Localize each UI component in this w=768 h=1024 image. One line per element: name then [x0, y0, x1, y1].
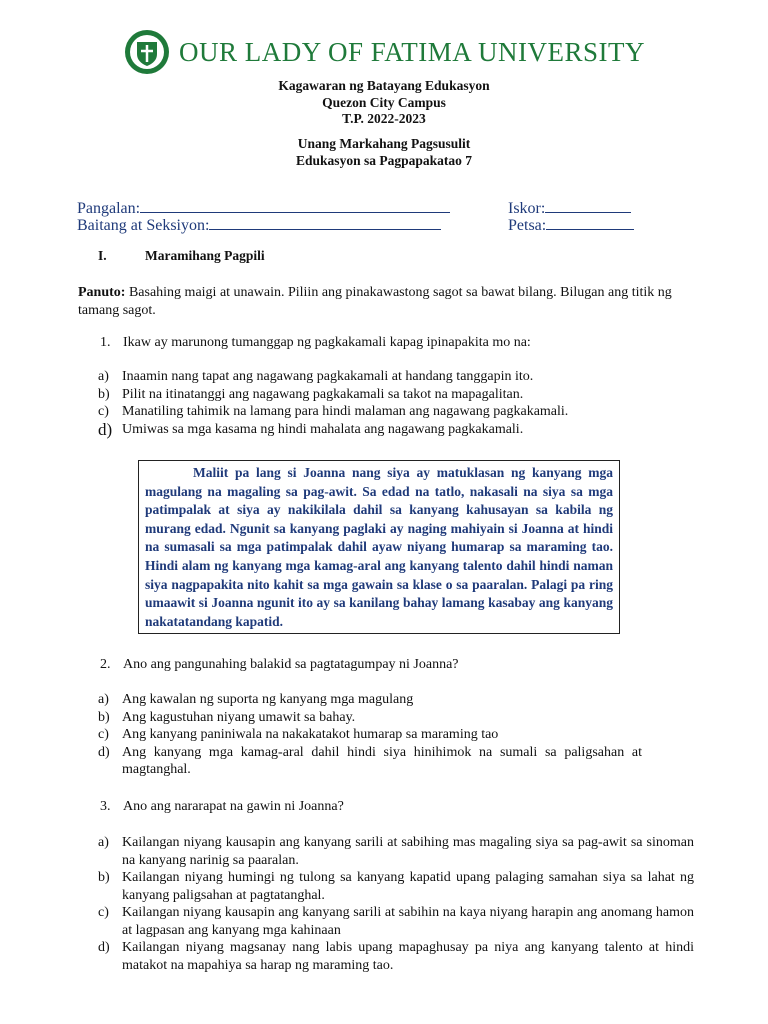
question-text: Ikaw ay marunong tumanggap ng pagkakamali kapag ipinapakita mo na: [123, 335, 531, 350]
university-seal-icon [123, 28, 171, 76]
choice-b[interactable]: b) Kailangan niyang humingi ng tulong sa kanyang kapatid upang palaging samahan siya sa lahat ng kanyang paligsahan at pagtatanghal. [98, 870, 694, 903]
question-text: Ano ang nararapat na gawin ni Joanna? [123, 799, 344, 814]
question-number: 1. [100, 335, 111, 350]
grade-section-field[interactable] [77, 215, 441, 235]
section-heading [98, 248, 265, 264]
grade-section-label: Baitang at Seksiyon: [77, 217, 210, 234]
choice-a[interactable]: a) Kailangan niyang kausapin ang kanyang sarili at sabihing mas magaling siya sa pag-awit sa sinoman na kanyang narinig sa paaralan. [98, 835, 694, 868]
choice-c[interactable]: c) Manatiling tahimik na lamang para hindi malaman ang nagawang pagkakamali. [98, 404, 569, 419]
subject: Edukasyon sa Pagpapakatao 7 [296, 152, 472, 168]
reading-passage: Maliit pa lang si Joanna nang siya ay matuklasan ng kanyang mga magulang na magaling sa pag-awit. Sa edad na tatlo, nakasali na siya sa mga patimpalak at siya ay nakikilala dahil sa kanyang kahusayan sa kabila ng murang edad. Ngunit sa kanyang paglaki ay naging mahiyain si Joanna at hindi na sumasali sa mga patimpalak dahil ayaw niyang humarap sa maraming tao. Hindi alam ng kanyang mga kamag-aral ang kanyang talento dahil hindi naman siya nagpapakita nito kahit sa mga gawain sa klase o sa paaralan. Palagi pa ring umaawit si Joanna ngunit ito ay sa kanilang bahay lamang kasabay ang kanyang nakatatandang kapatid. [138, 460, 620, 634]
university-header [0, 28, 768, 76]
date-blank[interactable] [546, 215, 634, 230]
name-label: Pangalan: [77, 200, 141, 217]
exam-title: Unang Markahang Pagsusulit [297, 136, 471, 151]
directions [78, 284, 698, 319]
choice-d[interactable]: d) Umiwas sa mga kasama ng hindi mahalata ang nagawang pagkakamali. [98, 419, 524, 439]
school-year: T.P. 2022-2023 [342, 111, 426, 126]
question-text: Ano ang pangunahing balakid sa pagtatagumpay ni Joanna? [123, 657, 459, 672]
choice-b[interactable]: b) Pilit na itinatanggi ang nagawang pagkakamali sa takot na mapagalitan. [98, 386, 524, 402]
department: Kagawaran ng Batayang Edukasyon [278, 78, 490, 93]
question-number: 2. [100, 657, 111, 672]
exam-header [0, 136, 768, 169]
choice-c[interactable]: c) Kailangan niyang kausapin ang kanyang sarili at sabihin na kaya niyang harapin ang anomang hamon at lagpasan ang kanyang mga kahinaan [98, 905, 694, 938]
choice-a[interactable]: a) Inaamin nang tapat ang nagawang pagkakamali at handang tanggapin ito. [98, 369, 534, 384]
choice-b[interactable]: b) Ang kagustuhan niyang umawit sa bahay. [98, 709, 356, 725]
date-label: Petsa: [508, 217, 547, 234]
choice-d[interactable]: d) Kailangan niyang magsanay nang labis upang mapaghusay pa niya ang kanyang talento at hindi matakot na mapahiya sa harap ng maraming tao. [98, 940, 694, 973]
directions-text: Basahing maigi at unawain. Piliin ang pinakawastong sagot sa bawat bilang. Bilugan ang titik ng tamang sagot. [78, 285, 672, 318]
choice-d[interactable]: d) Ang kanyang mga kamag-aral dahil hindi siya hinihimok na sumali sa paligsahan at magtanghal. [98, 744, 642, 777]
question-3-choices [98, 834, 694, 974]
choice-c[interactable]: c) Ang kanyang paniniwala na nakakatakot humarap sa maraming tao [98, 727, 499, 742]
question-number: 3. [100, 799, 111, 814]
date-field[interactable] [508, 215, 634, 235]
question-1-choices [98, 368, 694, 438]
directions-label: Panuto: [78, 285, 126, 300]
campus: Quezon City Campus [322, 94, 446, 110]
name-blank[interactable] [140, 198, 450, 213]
university-name: OUR LADY OF FATIMA UNIVERSITY [178, 36, 645, 67]
choice-a[interactable]: a) Ang kawalan ng suporta ng kanyang mga magulang [98, 692, 414, 707]
score-label: Iskor: [508, 200, 546, 217]
question-2-choices [98, 691, 694, 779]
header-info [0, 78, 768, 128]
section-number: I. [98, 248, 107, 263]
section-title: Maramihang Pagpili [145, 248, 265, 263]
score-blank[interactable] [545, 198, 631, 213]
grade-section-blank[interactable] [209, 215, 441, 230]
